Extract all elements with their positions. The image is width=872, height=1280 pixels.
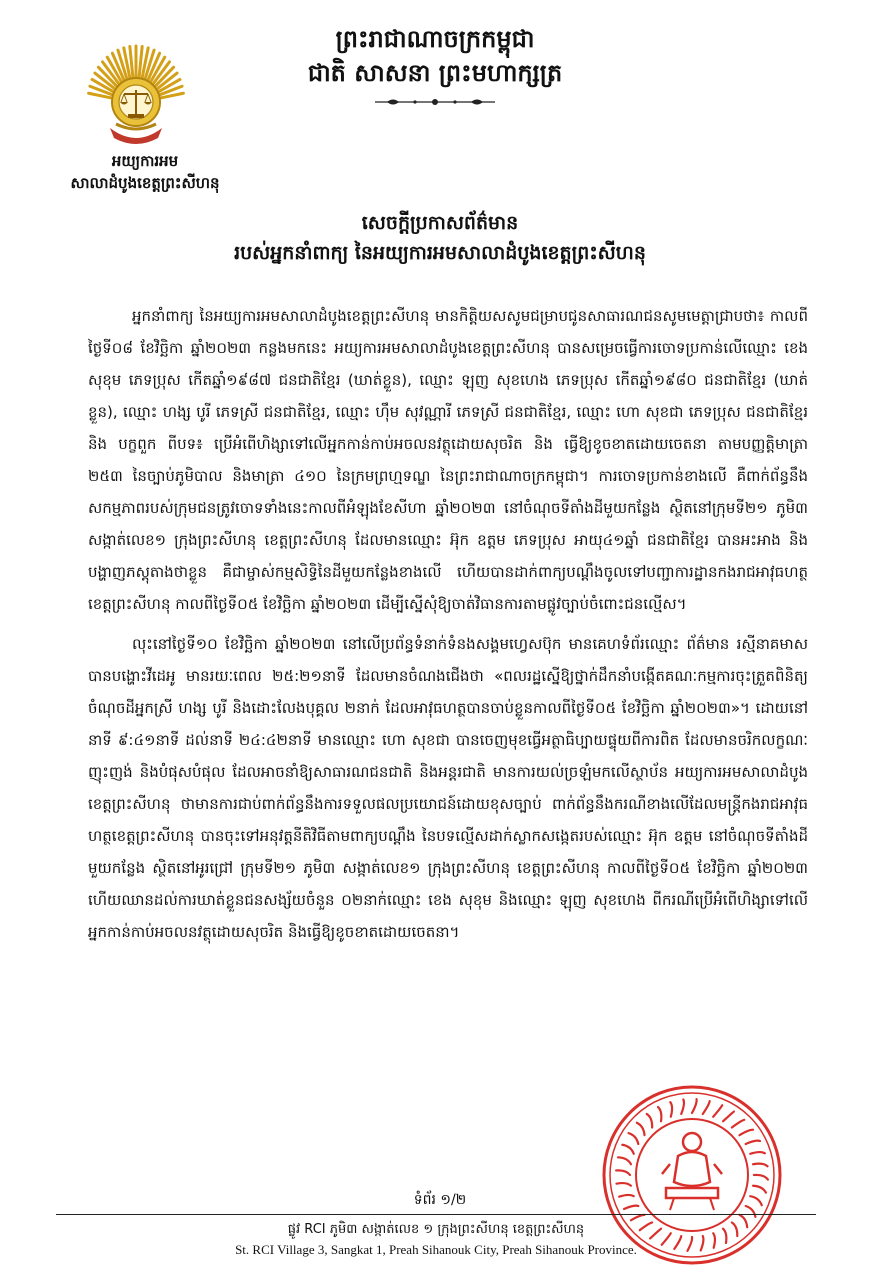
institution-line-1: អយ្យការអម	[111, 152, 179, 170]
page-number: ទំព័រ ១/២	[413, 1192, 467, 1208]
title-line-2: របស់អ្នកនាំពាក្យ នៃអយ្យការអមសាលាដំបូងខេត្តព្រះសីហនុ	[234, 242, 646, 264]
ornament-divider-icon	[365, 96, 505, 108]
document-title	[160, 208, 720, 268]
body-paragraph-2: លុះនៅថ្ងៃទី១០ ខែវិច្ឆិកា ឆ្នាំ២០២៣ នៅលើប្រព័ន្ធទំនាក់ទំនងសង្គមហ្វេសប៊ុក មានគេហទំព័រឈ្មោះ ព័ត៌មាន រស្មីនាគមាស បានបង្ហោះវីដេអូ មានរយៈពេល ២៥:២១នាទី ដែលមានចំណងជើងថា «ពលរដ្ឋស្នើឱ្យថ្នាក់ដឹកនាំបង្កើតគណៈកម្មការចុះត្រួតពិនិត្យចំណុចដីអ្នកស្រី ហង្ស បូរី និងដោះលែងបុគ្គល ២នាក់ ដែលអាវុធហត្ថបានចាប់ខ្លួនកាលពីថ្ងៃទី០៥ ខែវិច្ឆិកា ឆ្នាំ២០២៣»។ ដោយនៅនាទី ៩:៤១នាទី ដល់នាទី ២៤:៤២នាទី មានឈ្មោះ ហោ សុខជា បានចេញមុខធ្វើអត្ថាធិប្បាយផ្ទុយពីការពិត ដែលមានចរិកលក្ខណៈញុះញង់ និងបំផុសបំផុល ដែលអាចនាំឱ្យសាធារណជនជាតិ និងអន្តរជាតិ មានការយល់ច្រឡំមកលើស្ថាប័ន អយ្យការអមសាលាដំបូងខេត្តព្រះសីហនុ ថាមានការជាប់ពាក់ព័ន្ធនឹងការទទួលផលប្រយោជន៍ដោយខុសច្បាប់ ពាក់ព័ន្ធនឹងករណីខាងលើដែលមន្ត្រីកងរាជអាវុធហត្ថខេត្តព្រះសីហនុ បានចុះទៅអនុវត្តនីតិវិធីតាមពាក្យបណ្តឹង នៃបទល្មើសដាក់ស្លាកសង្កេតរបស់ឈ្មោះ អ៊ុក ឧត្តម នៅចំណុចទីតាំងដីមួយកន្លែង ស្ថិតនៅអូរជ្រៅ ក្រុមទី២១ ភូមិ៣ សង្កាត់លេខ១ ក្រុងព្រះសីហនុ ខេត្តព្រះសីហនុ កាលពីថ្ងៃទី០៥ ខែវិច្ឆិកា ឆ្នាំ២០២៣ ហើយឈានដល់ការឃាត់ខ្លួនជនសង្ស័យចំនួន ០២នាក់ឈ្មោះ ខេង សុខុម និងឈ្មោះ ឡុញ សុខហេង ពីករណីប្រើអំពើហិង្សាទៅលើអ្នកកាន់កាប់អចលនវត្ថុដោយសុចរិត និងធ្វើឱ្យខូចខាតដោយចេតនា។	[88, 635, 808, 941]
footer-address-en: St. RCI Village 3, Sangkat 1, Preah Sihanouk City, Preah Sihanouk Province.	[235, 1242, 637, 1257]
justice-emblem-icon	[86, 40, 186, 150]
footer-address-km: ផ្លូវ RCI ភូមិ៣ សង្កាត់លេខ ១ ក្រុងព្រះសីហនុ ខេត្តព្រះសីហនុ	[287, 1222, 585, 1237]
national-motto: ជាតិ សាសនា ព្រះមហាក្សត្រ	[307, 59, 563, 87]
institution-name	[40, 150, 250, 194]
kingdom-name: ព្រះរាជាណាចក្រកម្ពុជា	[335, 25, 535, 53]
title-line-1: សេចក្តីប្រកាសព័ត៌មាន	[361, 212, 519, 234]
document-body	[88, 300, 808, 956]
footer-divider	[56, 1214, 816, 1215]
institution-line-2: សាលាដំបូងខេត្តព្រះសីហនុ	[70, 174, 220, 192]
footer	[40, 1220, 832, 1260]
body-paragraph-1: អ្នកនាំពាក្យ នៃអយ្យការអមសាលាដំបូងខេត្តព្រះសីហនុ មានកិត្តិយសសូមជម្រាបជូនសាធារណជនសូមមេត្តាជ្រាបថា៖ កាលពីថ្ងៃទី០៨ ខែវិច្ឆិកា ឆ្នាំ២០២៣ កន្លងមកនេះ អយ្យការអមសាលាដំបូងខេត្តព្រះសីហនុ បានសម្រេចធ្វើការចោទប្រកាន់លើឈ្មោះ ខេង សុខុម ភេទប្រុស កើតឆ្នាំ១៩៨៧ ជនជាតិខ្មែរ (ឃាត់ខ្លួន), ឈ្មោះ ឡុញ សុខហេង ភេទប្រុស កើតឆ្នាំ១៩៨០ ជនជាតិខ្មែរ (ឃាត់ខ្លួន), ឈ្មោះ ហង្ស បូរី ភេទស្រី ជនជាតិខ្មែរ, ឈ្មោះ ហ៊ឹម សុវណ្ណារី ភេទស្រី ជនជាតិខ្មែរ, ឈ្មោះ ហោ សុខជា ភេទប្រុស ជនជាតិខ្មែរ និង បក្ខពួក ពីបទ៖ ប្រើអំពើហិង្សាទៅលើអ្នកកាន់កាប់អចលនវត្ថុដោយសុចរិត និង ធ្វើឱ្យខូចខាតដោយចេតនា តាមបញ្ញត្តិមាត្រា ២៥៣ នៃច្បាប់ភូមិបាល និងមាត្រា ៤១០ នៃក្រមព្រហ្មទណ្ឌ នៃព្រះរាជាណាចក្រកម្ពុជា។ ការចោទប្រកាន់ខាងលើ គឺពាក់ព័ន្ធនឹងសកម្មភាពរបស់ក្រុមជនត្រូវចោទទាំងនេះកាលពីអំឡុងខែសីហា ឆ្នាំ២០២៣ នៅចំណុចទីតាំងដីមួយកន្លែង ស្ថិតនៅក្រុមទី២១ ភូមិ៣ សង្កាត់លេខ១ ក្រុងព្រះសីហនុ ខេត្តព្រះសីហនុ ដែលមានឈ្មោះ អ៊ុក ឧត្តម ភេទប្រុស អាយុ៤១ឆ្នាំ ជនជាតិខ្មែរ បានអះអាង និងបង្ហាញភស្តុតាងថាខ្លួន គឺជាម្ចាស់កម្មសិទ្ធិនៃដីមួយកន្លែងខាងលើ ហើយបានដាក់ពាក្យបណ្តឹងចូលទៅបញ្ជាការដ្ឋានកងរាជអាវុធហត្ថខេត្តព្រះសីហនុ កាលពីថ្ងៃទី០៥ ខែវិច្ឆិកា ឆ្នាំ២០២៣ ដើម្បីស្នើសុំឱ្យចាត់វិធានការតាមផ្លូវច្បាប់ចំពោះជនល្មើស។	[88, 307, 808, 613]
kingdom-motto	[290, 22, 580, 112]
